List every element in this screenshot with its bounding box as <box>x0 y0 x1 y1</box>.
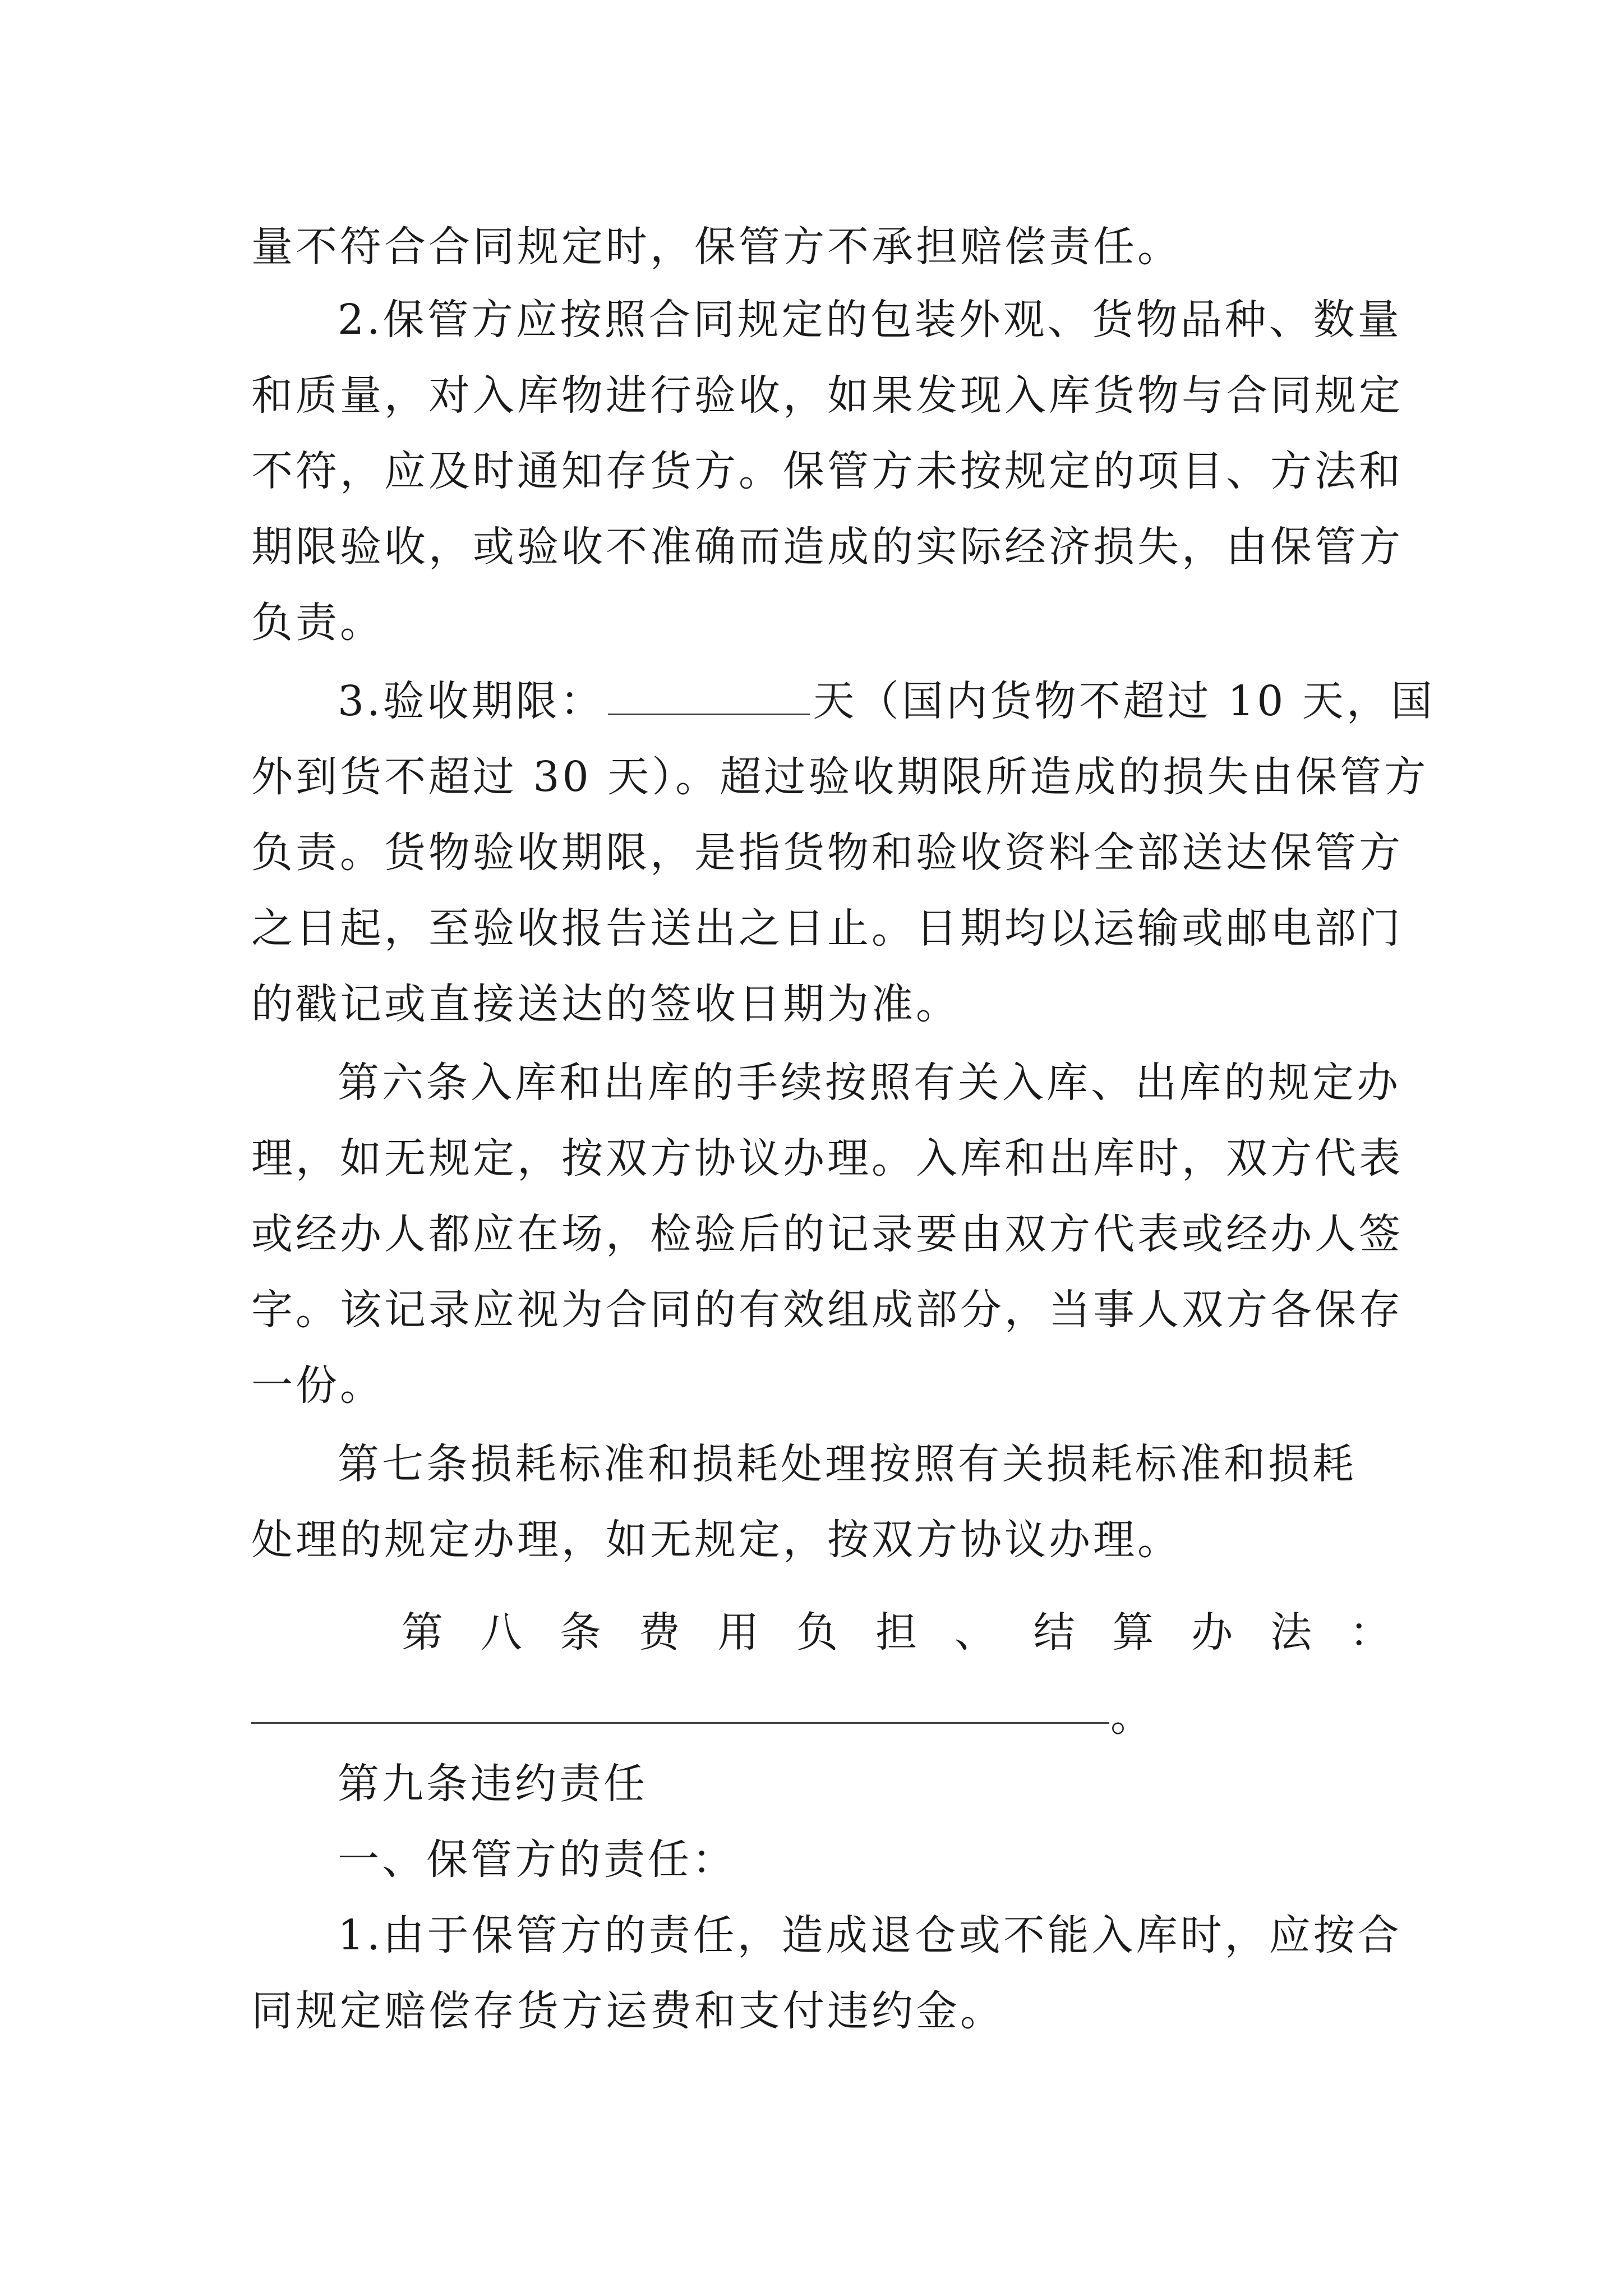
paragraph-line: 理，如无规定，按双方协议办理。入库和出库时，双方代表 <box>251 1134 1403 1182</box>
paragraph-line: 之日起，至验收报告送出之日止。日期均以运输或邮电部门 <box>251 904 1403 953</box>
article-8-char: 费 <box>638 1608 680 1657</box>
clause-3-text: 天（国内货物不超过 10 天，国 <box>813 677 1435 725</box>
article-8-char: 八 <box>480 1608 522 1657</box>
paragraph-line: 的戳记或直接送达的签收日期为准。 <box>251 980 960 1028</box>
clause-1-line: 1.由于保管方的责任，造成退仓或不能入库时，应按合 <box>338 1911 1402 1959</box>
article-8-char: 第 <box>402 1608 443 1657</box>
article-8-char: 法 <box>1270 1608 1312 1657</box>
article-8-char: 用 <box>717 1608 759 1657</box>
settlement-period: 。 <box>1110 1692 1152 1741</box>
paragraph-line: 期限验收，或验收不准确而造成的实际经济损失，由保管方 <box>251 523 1403 571</box>
clause-3-line <box>338 668 1435 735</box>
paragraph-line: 一份。 <box>251 1361 384 1410</box>
settlement-method-blank[interactable] <box>251 1722 1109 1724</box>
paragraph-line: 量不符合合同规定时，保管方不承担赔偿责任。 <box>251 223 1182 271</box>
paragraph-line: 外到货不超过 30 天）。超过验收期限所造成的损失由保管方 <box>251 753 1429 801</box>
article-8-char: 、 <box>954 1608 996 1657</box>
article-8-char: 条 <box>559 1608 601 1657</box>
article-8-char: ： <box>1349 1608 1391 1657</box>
article-6-line: 第六条入库和出库的手续按照有关入库、出库的规定办 <box>338 1059 1401 1107</box>
section-heading: 一、保管方的责任： <box>338 1835 736 1884</box>
article-8-char: 负 <box>796 1608 838 1657</box>
paragraph-line: 负责。 <box>251 599 384 647</box>
paragraph-line: 或经办人都应在场，检验后的记录要由双方代表或经办人签 <box>251 1210 1403 1258</box>
article-8-char: 结 <box>1033 1608 1075 1657</box>
paragraph-line: 和质量，对入库物进行验收，如果发现入库货物与合同规定 <box>251 371 1403 420</box>
paragraph-line: 负责。货物验收期限，是指货物和验收资料全部送达保管方 <box>251 829 1403 877</box>
paragraph-line: 字。该记录应视为合同的有效组成部分，当事人双方各保存 <box>251 1286 1403 1334</box>
article-9-heading: 第九条违约责任 <box>338 1760 648 1808</box>
paragraph-line: 处理的规定办理，如无规定，按双方协议办理。 <box>251 1516 1182 1564</box>
paragraph-line: 同规定赔偿存货方运费和支付违约金。 <box>251 1987 1004 2035</box>
clause-2-line: 2.保管方应按照合同规定的包装外观、货物品种、数量 <box>338 296 1402 344</box>
article-8-line <box>402 1599 1391 1666</box>
article-8-char: 担 <box>875 1608 917 1657</box>
inspection-days-blank[interactable] <box>608 674 810 715</box>
article-7-line: 第七条损耗标准和损耗处理按照有关损耗标准和损耗 <box>338 1440 1357 1488</box>
article-8-char: 办 <box>1191 1608 1233 1657</box>
clause-3-label: 3.验收期限： <box>338 677 605 725</box>
article-8-char: 算 <box>1112 1608 1154 1657</box>
paragraph-line: 不符，应及时通知存货方。保管方未按规定的项目、方法和 <box>251 447 1403 495</box>
